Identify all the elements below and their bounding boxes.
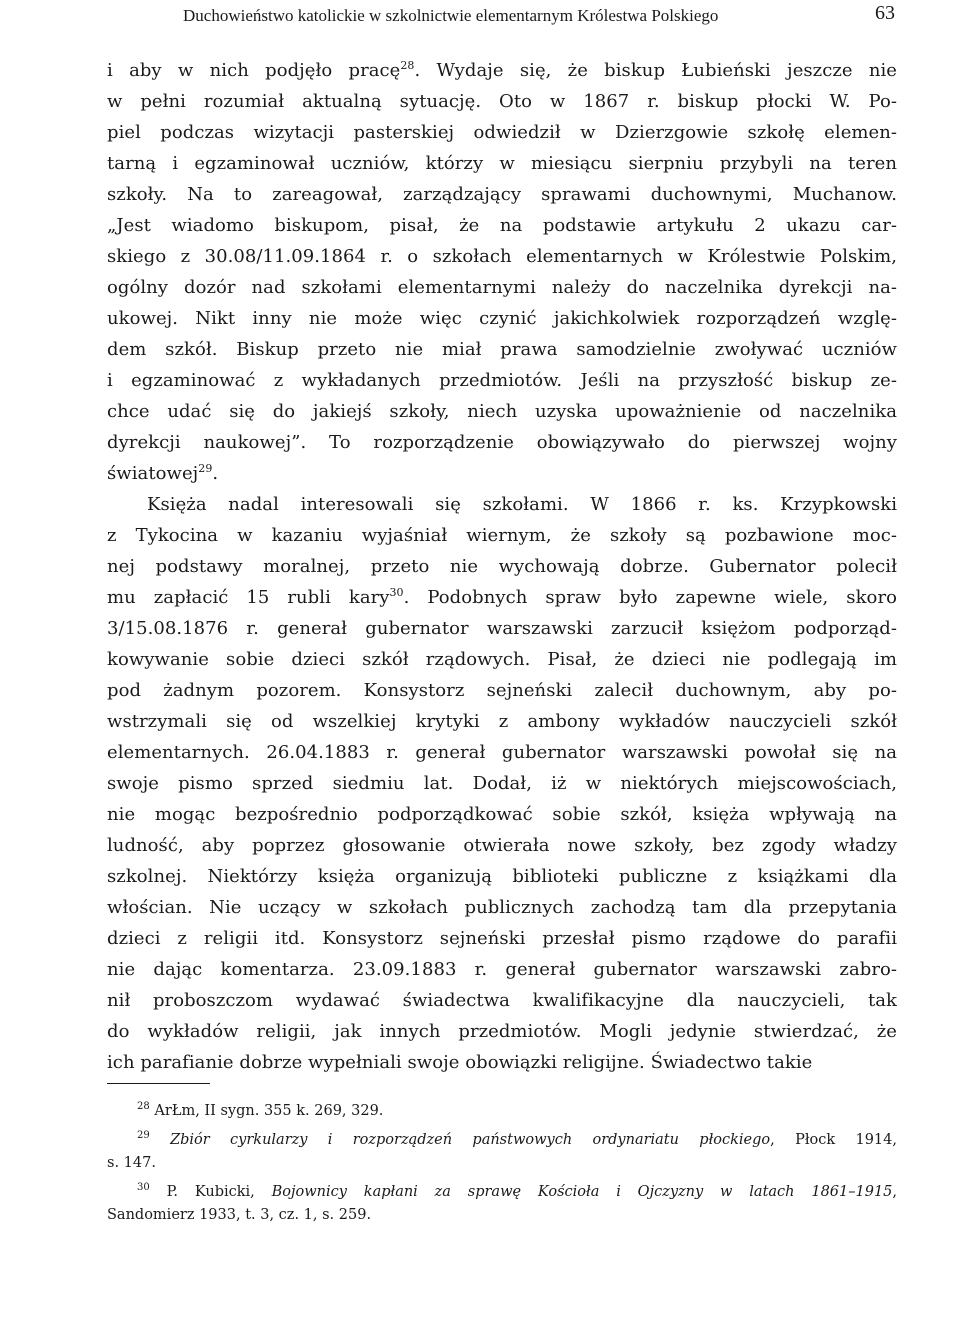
text-run: nie mogąc bezpośrednio podporządkować sobie szkół, księża wpływają na: [107, 804, 897, 825]
footnote-rule: [107, 1083, 210, 1084]
running-header: [107, 2, 897, 28]
text-run: włościan. Nie uczący w szkołach publicznych zachodzą tam dla przepytania: [107, 897, 897, 918]
footnote-title: Bojownicy kapłani za sprawę Kościoła i Ojczyzny w latach 1861–1915: [271, 1184, 893, 1200]
text-line: [107, 334, 897, 365]
text-run: 3/15.08.1876 r. generał gubernator warszawski zarzucił księżom podporząd-: [107, 618, 897, 639]
text-run: nił proboszczom wydawać świadectwa kwalifikacyjne dla nauczycieli, tak: [107, 990, 897, 1011]
text-run: pod żadnym pozorem. Konsystorz sejneński zalecił duchownym, aby po-: [107, 680, 897, 701]
text-line: [107, 613, 897, 644]
body-text: [107, 55, 897, 1078]
text-run: i egzaminować z wykładanych przedmiotów. Jeśli na przyszłość biskup ze-: [107, 370, 897, 391]
text-run: w pełni rozumiał aktualną sytuację. Oto w 1867 r. biskup płocki W. Po-: [107, 91, 897, 112]
text-run: chce udać się do jakiejś szkoły, niech uzyska upoważnienie od naczelnika: [107, 401, 897, 422]
text-line: [107, 799, 897, 830]
text-line: [107, 272, 897, 303]
text-line: [107, 489, 897, 520]
text-line: [107, 303, 897, 334]
text-run: . Wydaje się, że biskup Łubieński jeszcze nie: [414, 60, 897, 81]
text-line: [107, 675, 897, 706]
footnote-text: , Płock 1914,: [770, 1132, 897, 1148]
text-run: szkoły. Na to zareagował, zarządzający sprawami duchownymi, Muchanow.: [107, 184, 897, 205]
footnote-ref: 28: [400, 59, 415, 72]
footnote-text: ArŁm, II sygn. 355 k. 269, 329.: [154, 1103, 384, 1119]
text-line: [107, 644, 897, 675]
text-line: [107, 179, 897, 210]
text-run: ich parafianie dobrze wypełniali swoje obowiązki religijne. Świadectwo takie: [107, 1052, 813, 1073]
footnote-ref: 29: [198, 462, 213, 475]
footnote: [107, 1129, 897, 1175]
text-run: dyrekcji naukowej”. To rozporządzenie obowiązywało do pierwszej wojny: [107, 432, 897, 453]
text-run: wstrzymali się od wszelkiej krytyki z ambony wykładów nauczycieli szkół: [107, 711, 897, 732]
text-line: [107, 458, 897, 489]
text-run: piel podczas wizytacji pasterskiej odwiedził w Dzierzgowie szkołę elemen-: [107, 122, 897, 143]
text-run: do wykładów religii, jak innych przedmiotów. Mogli jedynie stwierdzać, że: [107, 1021, 897, 1042]
footnote-line: [107, 1181, 897, 1204]
text-run: Księża nadal interesowali się szkołami. W 1866 r. ks. Krzypkowski: [147, 494, 897, 515]
footnote-number: 28: [137, 1101, 150, 1113]
text-run: nej podstawy moralnej, przeto nie wychowają dobrze. Gubernator polecił: [107, 556, 897, 577]
footnote-text: Sandomierz 1933, t. 3, cz. 1, s. 259.: [107, 1207, 372, 1223]
text-line: [107, 520, 897, 551]
text-line: [107, 985, 897, 1016]
footnote-text: s. 147.: [107, 1155, 156, 1171]
footnote: [107, 1181, 897, 1227]
footnote-line: [107, 1204, 897, 1227]
footnote-text: ,: [892, 1184, 897, 1200]
text-run: i aby w nich podjęło pracę: [107, 60, 401, 81]
document-page: [107, 0, 897, 1335]
text-run: tarną i egzaminował uczniów, którzy w miesiącu sierpniu przybyli na teren: [107, 153, 897, 174]
text-run: ludność, aby poprzez głosowanie otwierała nowe szkoły, bez zgody władzy: [107, 835, 897, 856]
text-line: [107, 892, 897, 923]
text-run: swoje pismo sprzed siedmiu lat. Dodał, iż w niektórych miejscowościach,: [107, 773, 897, 794]
text-run: ukowej. Nikt inny nie może więc czynić jakichkolwiek rozporządzeń wzglę-: [107, 308, 897, 329]
text-line: [107, 86, 897, 117]
footnote-number: 29: [137, 1130, 150, 1142]
text-line: [107, 427, 897, 458]
text-line: [107, 1047, 897, 1078]
text-run: elementarnych. 26.04.1883 r. generał gubernator warszawski powołał się na: [107, 742, 897, 763]
footnote-ref: 30: [389, 586, 404, 599]
text-line: [107, 551, 897, 582]
footnote-title: Zbiór cyrkularzy i rozporządzeń państwowych ordynariatu płockiego: [170, 1132, 771, 1148]
footnote-line: [107, 1129, 897, 1152]
text-run: szkolnej. Niektórzy księża organizują biblioteki publiczne z książkami dla: [107, 866, 897, 887]
text-line: [107, 1016, 897, 1047]
text-run: dzieci z religii itd. Konsystorz sejneński przesłał pismo rządowe do parafii: [107, 928, 897, 949]
text-run: „Jest wiadomo biskupom, pisał, że na podstawie artykułu 2 ukazu car-: [107, 215, 897, 236]
footnote-text: P. Kubicki,: [166, 1184, 272, 1200]
text-line: [107, 582, 897, 613]
footnote-line: [107, 1152, 897, 1175]
text-line: [107, 768, 897, 799]
text-line: [107, 396, 897, 427]
footnotes: [107, 1100, 897, 1233]
footnote: [107, 1100, 897, 1123]
text-run: nie dając komentarza. 23.09.1883 r. generał gubernator warszawski zabro-: [107, 959, 897, 980]
text-run: mu zapłacić 15 rubli kary: [107, 587, 390, 608]
text-run: dem szkół. Biskup przeto nie miał prawa samodzielnie zwoływać uczniów: [107, 339, 897, 360]
page-number: 63: [875, 2, 895, 24]
footnote-number: 30: [137, 1182, 150, 1194]
text-run: .: [212, 463, 219, 484]
text-line: [107, 241, 897, 272]
text-line: [107, 117, 897, 148]
text-run: . Podobnych spraw było zapewne wiele, skoro: [403, 587, 897, 608]
text-line: [107, 737, 897, 768]
text-run: skiego z 30.08/11.09.1864 r. o szkołach elementarnych w Królestwie Polskim,: [107, 246, 897, 267]
text-run: z Tykocina w kazaniu wyjaśniał wiernym, że szkoły są pozbawione moc-: [107, 525, 897, 546]
text-line: [107, 210, 897, 241]
text-line: [107, 954, 897, 985]
text-line: [107, 830, 897, 861]
text-line: [107, 923, 897, 954]
text-line: [107, 706, 897, 737]
text-run: kowywanie sobie dzieci szkół rządowych. Pisał, że dzieci nie podlegają im: [107, 649, 897, 670]
footnote-line: [107, 1100, 897, 1123]
text-line: [107, 55, 897, 86]
text-line: [107, 365, 897, 396]
text-run: ogólny dozór nad szkołami elementarnymi należy do naczelnika dyrekcji na-: [107, 277, 897, 298]
running-title: Duchowieństwo katolickie w szkolnictwie elementarnym Królestwa Polskiego: [183, 6, 719, 25]
text-line: [107, 148, 897, 179]
text-run: światowej: [107, 463, 199, 484]
text-line: [107, 861, 897, 892]
